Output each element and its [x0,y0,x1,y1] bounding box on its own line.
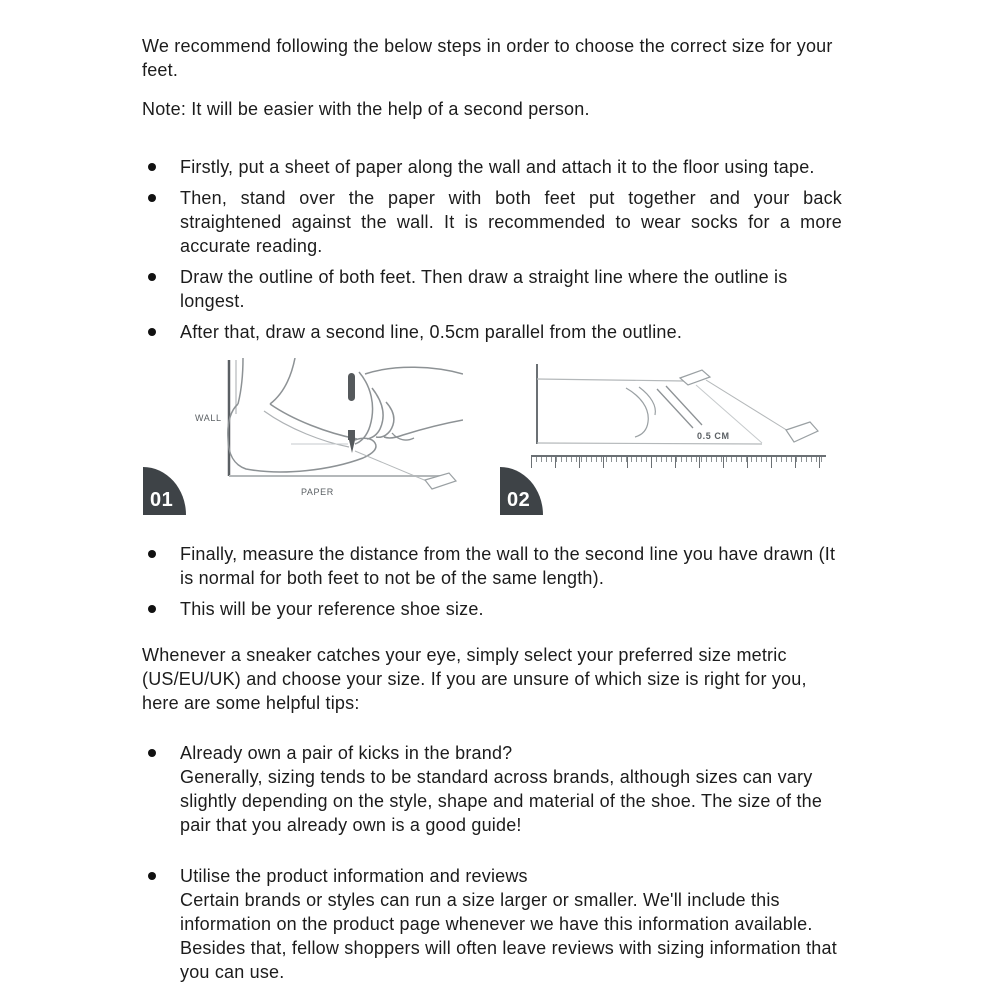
toe-outline-1 [626,388,648,437]
diagram-row [143,358,860,518]
finger-line-1 [355,372,373,444]
list-item [142,155,842,179]
arm-bottom-line [384,420,463,438]
tips-intro-paragraph: Whenever a sneaker catches your eye, simply select your preferred size metric (US/EU/UK) and choose your size. If you are unsure of which size is right for you, here are some helpful tips: [142,645,807,713]
foot-tracing-diagram [143,358,463,518]
step-text: After that, draw a second line, 0.5cm parallel from the outline. [180,322,683,342]
measure-illustration [500,358,845,454]
tip-product-info [142,864,842,984]
ruler-icon [531,455,826,470]
wall-label: WALL [195,413,222,423]
bullet-icon [148,273,156,281]
results-list [142,542,842,621]
thumb-line [392,433,414,440]
result-text: Finally, measure the distance from the wall to the second line you have drawn (It is normal for both feet to not be of the same length). [180,544,836,588]
bottom-tape-flag [786,422,818,442]
leg-back-line [238,358,243,404]
bullet-icon [148,605,156,613]
bullet-icon [148,194,156,202]
top-tape-flag [680,370,710,385]
tip-body: Certain brands or styles can run a size larger or smaller. We'll include this information on the product page whenever we have this information available. Besides that, fellow shoppers will often leave reviews with sizing information that you can use. [180,890,837,982]
step-text: Draw the outline of both feet. Then draw a straight line where the outline is longest. [180,267,788,311]
step-text: Firstly, put a sheet of paper along the wall and attach it to the floor using tape. [180,157,815,177]
paper-label: PAPER [301,487,334,497]
tip-title: Already own a pair of kicks in the brand? [180,743,513,763]
bullet-icon [148,550,156,558]
list-item [142,542,842,590]
measure-distance-diagram [500,358,845,518]
intro-paragraph: We recommend following the below steps in order to choose the correct size for your feet. [142,36,833,80]
pen-lower [348,430,355,440]
foot-tracing-illustration [143,358,463,518]
guide-line [355,451,429,482]
step-badge-02: 02 [500,467,543,515]
note-text: Note: It will be easier with the help of a second person. [142,99,590,119]
list-item [142,320,842,344]
list-item [142,265,842,313]
step-text: Then, stand over the paper with both feet put together and your back straightened against the wall. It is recommended to wear socks for a more accurate reading. [180,188,842,256]
tip-own-pair [142,741,842,837]
top-measure-line [537,379,684,381]
tip-content [180,864,842,984]
bullet-icon [148,872,156,880]
bullet-icon [148,749,156,757]
pen-tip [349,440,355,453]
tip-content [180,741,842,837]
foot-instep-line [264,411,349,447]
leg-front-line [270,358,295,404]
bottom-measure-line [537,443,762,444]
finger-line-2 [367,388,383,439]
bullet-icon [148,328,156,336]
diagonal-line-1 [706,380,793,434]
pen-icon [348,373,355,401]
bullet-icon [148,163,156,171]
tip-title: Utilise the product information and reviews [180,866,528,886]
list-item [142,186,842,258]
tip-body: Generally, sizing tends to be standard across brands, although sizes can vary slightly depending on the style, shape and material of the shoe. The size of the pair that you already own is a good guide! [180,767,823,835]
list-item [142,597,842,621]
foot-top-line [270,404,357,439]
step-badge-01: 01 [143,467,186,515]
arm-top-line [365,367,463,374]
result-text: This will be your reference shoe size. [180,599,484,619]
measuring-steps-list [142,155,842,344]
half-cm-label: 0.5 CM [697,431,730,441]
